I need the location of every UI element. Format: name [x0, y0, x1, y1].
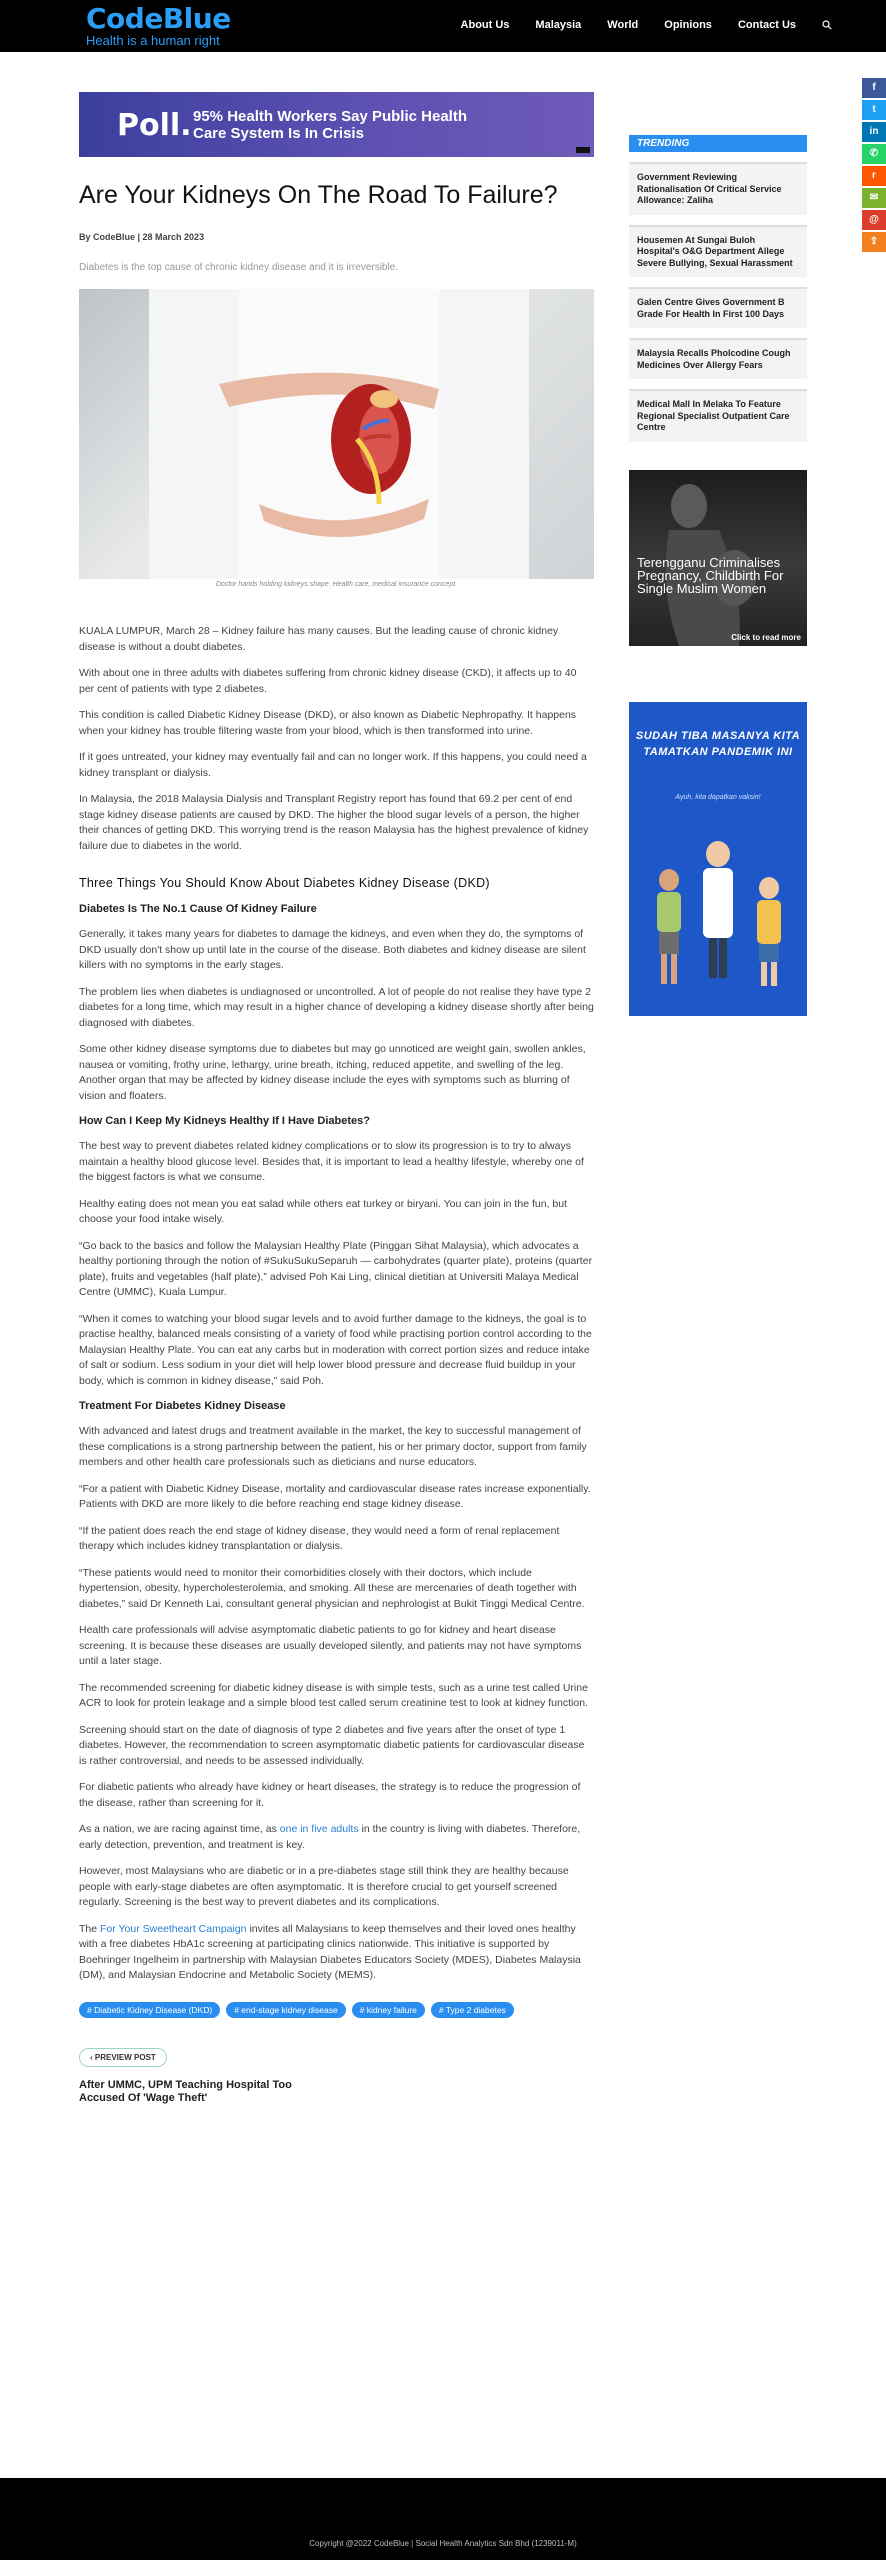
chevron-left-icon: ‹ — [90, 2052, 95, 2062]
subsection-heading: Diabetes Is The No.1 Cause Of Kidney Failure — [79, 903, 317, 915]
nav-opinions[interactable]: Opinions — [664, 19, 712, 31]
twitter-icon[interactable]: t — [862, 100, 886, 120]
site-footer — [0, 2478, 886, 2560]
trending-item[interactable]: Galen Centre Gives Government B Grade For Health In First 100 Days — [629, 287, 807, 328]
paragraph: The recommended screening for diabetic kidney disease is with simple tests, such as a urine test called Urine ACR to look for protein leakage and a simple blood test called serum creatinine test to look at kidney function. — [79, 1681, 588, 1709]
featured-story-card[interactable] — [629, 470, 807, 646]
sms-icon[interactable]: ✉ — [862, 188, 886, 208]
site-header — [0, 0, 886, 52]
article-body — [79, 624, 594, 1984]
tag-end-stage-kidney-disease[interactable]: # end-stage kidney disease — [226, 2002, 346, 2018]
vaccination-people-illustration — [629, 702, 807, 1016]
previous-post-label: PREVIEW POST — [94, 2052, 156, 2062]
paragraph-text: As a nation, we are racing against time, as — [79, 1823, 280, 1835]
paragraph: In Malaysia, the 2018 Malaysia Dialysis and Transplant Registry report has found that 69.2 per cent of end stage kidney disease patients are caused by DKD. The higher the blood sugar levels of a person, the higher their chances of getting DKD. This worrying trend is the reason Malaysia has the highest prevalence of kidney failure due to diabetes in the world. — [79, 793, 589, 852]
banner-headline: 95% Health Workers Say Public Health Care System Is In Crisis — [193, 108, 467, 142]
ad-badge — [576, 147, 590, 153]
paragraph: The problem lies when diabetes is undiagnosed or uncontrolled. A lot of people do not realise they have type 2 diabetes for a long time, which may result in a higher chance of developing a kidney disease shortly after being diagnosed with diabetes. — [79, 985, 594, 1029]
previous-post-title[interactable]: After UMMC, UPM Teaching Hospital Too Accused Of 'Wage Theft' — [79, 2078, 292, 2104]
image-caption: Doctor hands holding kidneys shape. Health care, medical insurance concept. — [215, 581, 458, 588]
one-in-five-adults-link[interactable]: one in five adults — [279, 1823, 359, 1835]
copyright-text: Copyright @2022 CodeBlue | Social Health Analytics Sdn Bhd (1239011-M) — [309, 2539, 577, 2548]
paragraph: However, most Malaysians who are diabetic or in a pre-diabetes stage still think they are healthy because people with early-stage diabetes are often asymptomatic. It is therefore crucial to get yourself screened regularly. Screening is the best way to prevent diabetes and its complications. — [79, 1865, 569, 1908]
paragraph: Some other kidney disease symptoms due to diabetes but may go unnoticed are weight gain, swollen ankles, nausea or vomiting, frothy urine, lethargy, urine breath, itching, reduced appetite, and swelling of the leg. Another organ that may be affected by kidney disease include the eyes with symptoms such as blurring of vision and floaters. — [79, 1043, 586, 1102]
nav-malaysia[interactable]: Malaysia — [535, 19, 582, 31]
share-icon[interactable]: ⇪ — [862, 232, 886, 252]
paragraph: “For a patient with Diabetic Kidney Disease, mortality and cardiovascular disease rates increase exponentially. Patients with DKD are more likely to die before reaching end stage kidney disease. — [79, 1482, 591, 1510]
paragraph: “Go back to the basics and follow the Malaysian Healthy Plate (Pinggan Sihat Malaysia), which advocates a healthy portioning through the notion of #SukuSukuSeparuh — carbohydrates (quarter plate), proteins (quarter plate), fruits and vegetables (half plate),” advised Poh Kai Ling, clinical dietitian at Universiti Malaya Medical Centre (UMMC), Kuala Lumpur. — [79, 1239, 593, 1298]
paragraph: This condition is called Diabetic Kidney Disease (DKD), or also known as Diabetic Nephropathy. It happens when your kidney has trouble filtering waste from your blood, which is then transformed into urine. — [79, 709, 577, 737]
paragraph: With advanced and latest drugs and treatment available in the market, the key to successful management of these complications is a strong partnership between the patient, his or her primary doctor, support from family members and other health care professionals such as dieticians and nurse educators. — [79, 1425, 587, 1468]
article-title: Are Your Kidneys On The Road To Failure? — [79, 181, 558, 209]
banner-poll-label: Poll. — [117, 108, 192, 143]
paragraph: Healthy eating does not mean you eat salad while others eat turkey or biryani. You can join in the fun, but choose your food intake wisely. — [79, 1197, 567, 1225]
social-share-bar — [862, 78, 886, 254]
paragraph: Health care professionals will advise asymptomatic diabetic patients to go for kidney and heart disease screening. It is because these diseases are usually developed silently, and patients may not have symptoms until a later stage. — [79, 1624, 582, 1667]
article-column — [79, 92, 594, 2105]
paragraph: KUALA LUMPUR, March 28 – Kidney failure has many causes. But the leading cause of chronic kidney disease is without a doubt diabetes. — [79, 625, 559, 653]
search-icon[interactable] — [822, 20, 832, 30]
doctor-holding-kidney-illustration — [79, 289, 594, 579]
paragraph: “When it comes to watching your blood sugar levels and to avoid further damage to the kidneys, the goal is to practise healthy, balanced meals consisting of a variety of food while practising portion control according to the Malaysian Healthy Plate. You can eat any carbs but in moderation with correct portion sizes and reduce intake of salt or sodium. Less sodium in your diet will help lower blood pressure and decrease fluid buildup in your body, which is common in kidney disease,” said Poh. — [79, 1312, 592, 1387]
site-logo[interactable] — [86, 4, 231, 47]
trending-item[interactable]: Government Reviewing Rationalisation Of Critical Service Allowance: Zaliha — [629, 162, 807, 215]
read-more-link[interactable]: Click to read more — [731, 632, 801, 642]
tag-kidney-failure[interactable]: # kidney failure — [352, 2002, 425, 2018]
paragraph: For diabetic patients who already have kidney or heart diseases, the strategy is to reduce the progression of the disease, rather than screening for it. — [79, 1781, 581, 1809]
vaccination-ad-heading: SUDAH TIBA MASANYA KITA TAMATKAN PANDEMIK INI — [635, 729, 801, 758]
paragraph: With about one in three adults with diabetes suffering from chronic kidney disease (CKD), it affects up to 40 per cent of patients with type 2 diabetes. — [79, 667, 577, 695]
nav-world[interactable]: World — [607, 19, 639, 31]
facebook-icon[interactable]: f — [862, 78, 886, 98]
poll-banner[interactable] — [79, 92, 594, 157]
paragraph — [79, 1822, 594, 1853]
paragraph: Screening should start on the date of diagnosis of type 2 diabetes and five years after the onset of type 1 diabetes. However, the recommendation to screen asymptomatic diabetic patients for cardiovascular disease is rather controversial, and needs to be assessed individually. — [79, 1723, 585, 1767]
reddit-icon[interactable]: r — [862, 166, 886, 186]
trending-list — [629, 162, 807, 442]
paragraph: “These patients would need to monitor their comorbidities closely with their doctors, which include hypertension, obesity, hypercholesterolemia, and smoking. All these are mercenaries of death together with diabetes,” said Dr Kenneth Lai, consultant general physician and nephrologist at Bukit Tinggi Medical Centre. — [79, 1566, 585, 1610]
paragraph: “If the patient does reach the end stage of kidney disease, they would need a form of renal replacement therapy which includes kidney transplantation or dialysis. — [79, 1524, 560, 1552]
tag-list — [79, 2002, 594, 2018]
previous-post-button[interactable] — [79, 2048, 167, 2067]
logo-tagline: Health is a human right — [86, 33, 220, 48]
paragraph — [79, 1922, 594, 1984]
linkedin-icon[interactable]: in — [862, 122, 886, 142]
nav-contact-us[interactable]: Contact Us — [737, 19, 796, 31]
email-icon[interactable]: @ — [862, 210, 886, 230]
tag-diabetic-kidney-disease[interactable]: # Diabetic Kidney Disease (DKD) — [79, 2002, 220, 2018]
vaccination-ad-subtext: Ayuh, kita dapatkan vaksin! — [675, 793, 761, 801]
trending-item[interactable]: Malaysia Recalls Pholcodine Cough Medicines Over Allergy Fears — [629, 338, 807, 379]
paragraph-text: in the country is living with diabetes. Therefore, early detection, prevention, and treatment is key. — [79, 1823, 581, 1851]
whatsapp-icon[interactable]: ✆ — [862, 144, 886, 164]
paragraph: Generally, it takes many years for diabetes to damage the kidneys, and even when they do, the symptoms of DKD usually don't show up until late in the course of the disease. Both diabetes and kidney disease are silent killers with no symptoms in the early stages. — [79, 928, 586, 971]
paragraph-text: The — [79, 1922, 101, 1935]
paragraph: If it goes untreated, your kidney may eventually fail and can no longer work. If this happens, you could need a kidney transplant or dialysis. — [79, 751, 587, 779]
hero-image — [79, 289, 594, 579]
logo-name: CodeBlue — [86, 2, 231, 35]
sweetheart-campaign-link[interactable]: For Your Sweetheart Campaign — [100, 1922, 247, 1935]
paragraph-text: invites all Malaysians to keep themselves and their loved ones healthy with a free diabetes HbA1c screening at participating clinics nationwide. This initiative is supported by Boehringer Ingelheim in partnership with Malaysian Diabetes Educators Society (MDES), Diabetes Malaysia (DM), and Malaysian Endocrine and Metabolic Society (MEMS). — [79, 1922, 581, 1981]
trending-heading: TRENDING — [629, 135, 807, 152]
section-heading: Three Things You Should Know About Diabetes Kidney Disease (DKD) — [79, 876, 490, 890]
subsection-heading: Treatment For Diabetes Kidney Disease — [79, 1400, 286, 1412]
subsection-heading: How Can I Keep My Kidneys Healthy If I Have Diabetes? — [79, 1115, 370, 1127]
tag-type-2-diabetes[interactable]: # Type 2 diabetes — [431, 2002, 514, 2018]
main-nav — [461, 19, 832, 31]
paragraph: The best way to prevent diabetes related kidney complications or to slow its progression is to try to always maintain a healthy blood glucose level. Besides that, it is important to lead a healthy lifestyle, whereby one of the biggest factors is what we consume. — [79, 1140, 584, 1183]
sidebar — [629, 135, 807, 1016]
trending-item[interactable]: Housemen At Sungai Buloh Hospital's O&G Department Allege Severe Bullying, Sexual Harassment — [629, 225, 807, 278]
nav-about-us[interactable]: About Us — [460, 19, 510, 31]
featured-story-title: Terengganu Criminalises Pregnancy, Childbirth For Single Muslim Women — [637, 554, 784, 596]
article-excerpt: Diabetes is the top cause of chronic kidney disease and it is irreversible. — [79, 262, 399, 273]
article-byline: By CodeBlue | 28 March 2023 — [79, 232, 205, 242]
trending-item[interactable]: Medical Mall In Melaka To Feature Regional Specialist Outpatient Care Centre — [629, 389, 807, 442]
vaccination-ad-card[interactable] — [629, 702, 807, 1016]
